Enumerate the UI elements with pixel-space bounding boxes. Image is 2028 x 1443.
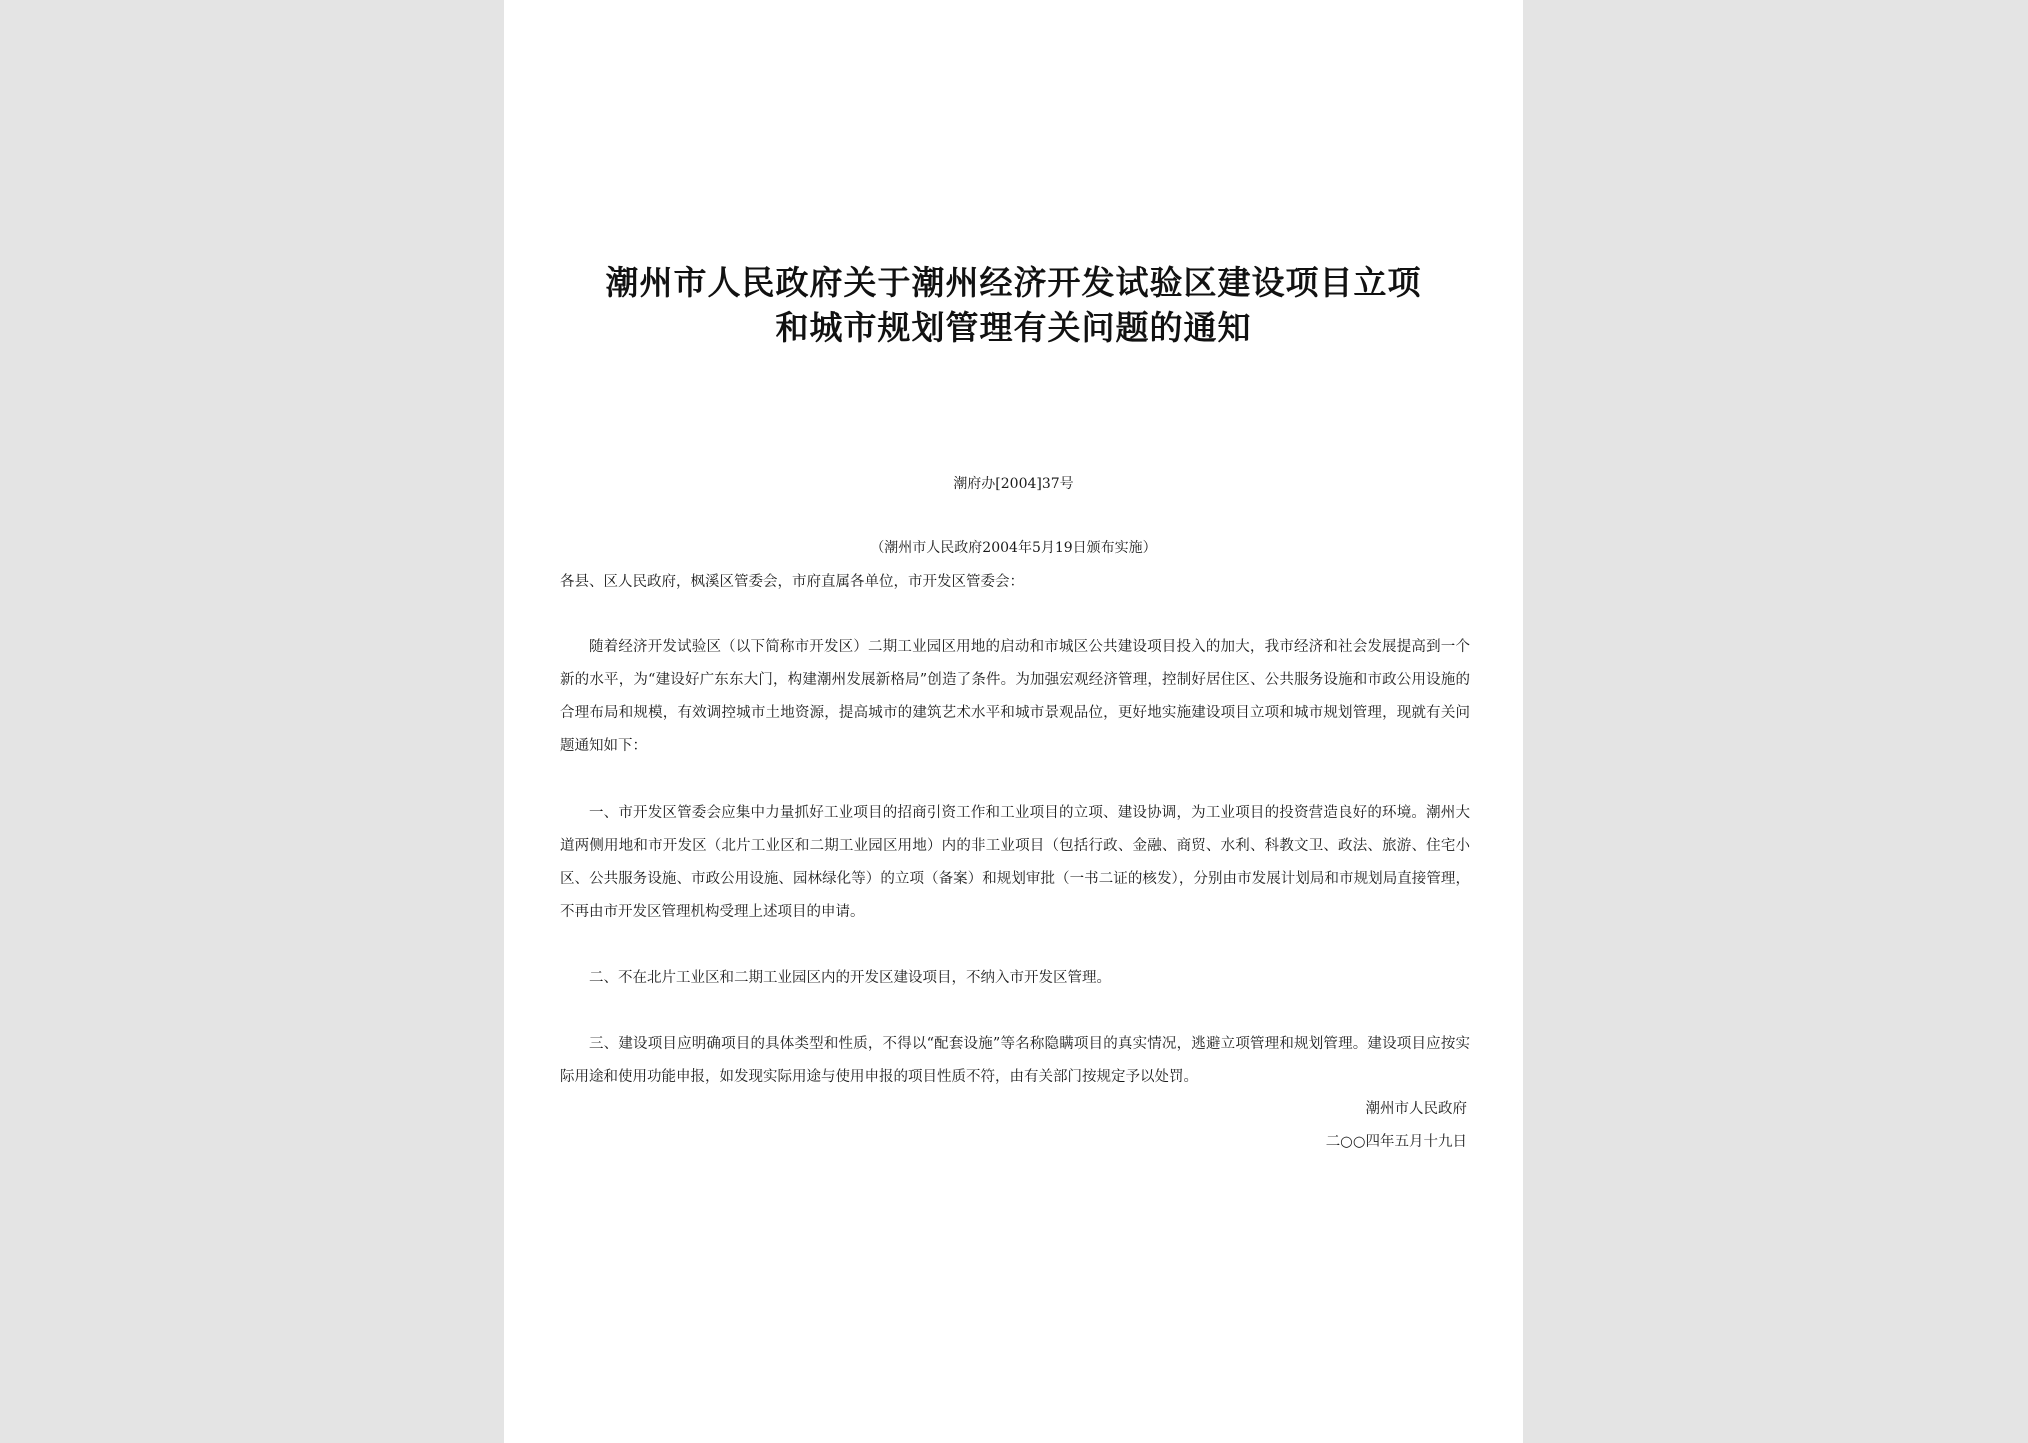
- document-title: [504, 260, 1523, 350]
- paragraph-intro: 随着经济开发试验区（以下简称市开发区）二期工业园区用地的启动和市城区公共建设项目投入的加大，我市经济和社会发展提高到一个新的水平，为“建设好广东东大门，构建潮州发展新格局”创造了条件。为加强宏观经济管理，控制好居住区、公共服务设施和市政公用设施的合理布局和规模，有效调控城市土地资源，提高城市的建筑艺术水平和城市景观品位，更好地实施建设项目立项和城市规划管理，现就有关问题通知如下：: [560, 639, 1470, 754]
- paragraph-item-1: 一、市开发区管委会应集中力量抓好工业项目的招商引资工作和工业项目的立项、建设协调，为工业项目的投资营造良好的环境。潮州大道两侧用地和市开发区（北片工业区和二期工业园区用地）内的非工业项目（包括行政、金融、商贸、水利、科教文卫、政法、旅游、住宅小区、公共服务设施、市政公用设施、园林绿化等）的立项（备案）和规划审批（一书二证的核发），分别由市发展计划局和市规划局直接管理，不再由市开发区管理机构受理上述项目的申请。: [560, 805, 1470, 920]
- document-number: 潮府办[2004]37号: [953, 476, 1074, 492]
- paragraph-item-2: 二、不在北片工业区和二期工业园区内的开发区建设项目，不纳入市开发区管理。: [589, 970, 1111, 986]
- signature-date: 二○○四年五月十九日: [1325, 1134, 1467, 1150]
- paragraph-item-3: 三、建设项目应明确项目的具体类型和性质，不得以“配套设施”等名称隐瞒项目的真实情况，逃避立项管理和规划管理。建设项目应按实际用途和使用功能申报，如发现实际用途与使用申报的项目性质不符，由有关部门按规定予以处罚。: [560, 1036, 1470, 1085]
- title-line-2: 和城市规划管理有关问题的通知: [775, 308, 1252, 347]
- title-line-1: 潮州市人民政府关于潮州经济开发试验区建设项目立项: [605, 263, 1422, 302]
- signature-organization: 潮州市人民政府: [1365, 1101, 1467, 1117]
- document-page: [504, 0, 1523, 1443]
- addressee: 各县、区人民政府，枫溪区管委会，市府直属各单位，市开发区管委会：: [560, 574, 1024, 590]
- issued-note: （潮州市人民政府2004年5月19日颁布实施）: [870, 540, 1157, 556]
